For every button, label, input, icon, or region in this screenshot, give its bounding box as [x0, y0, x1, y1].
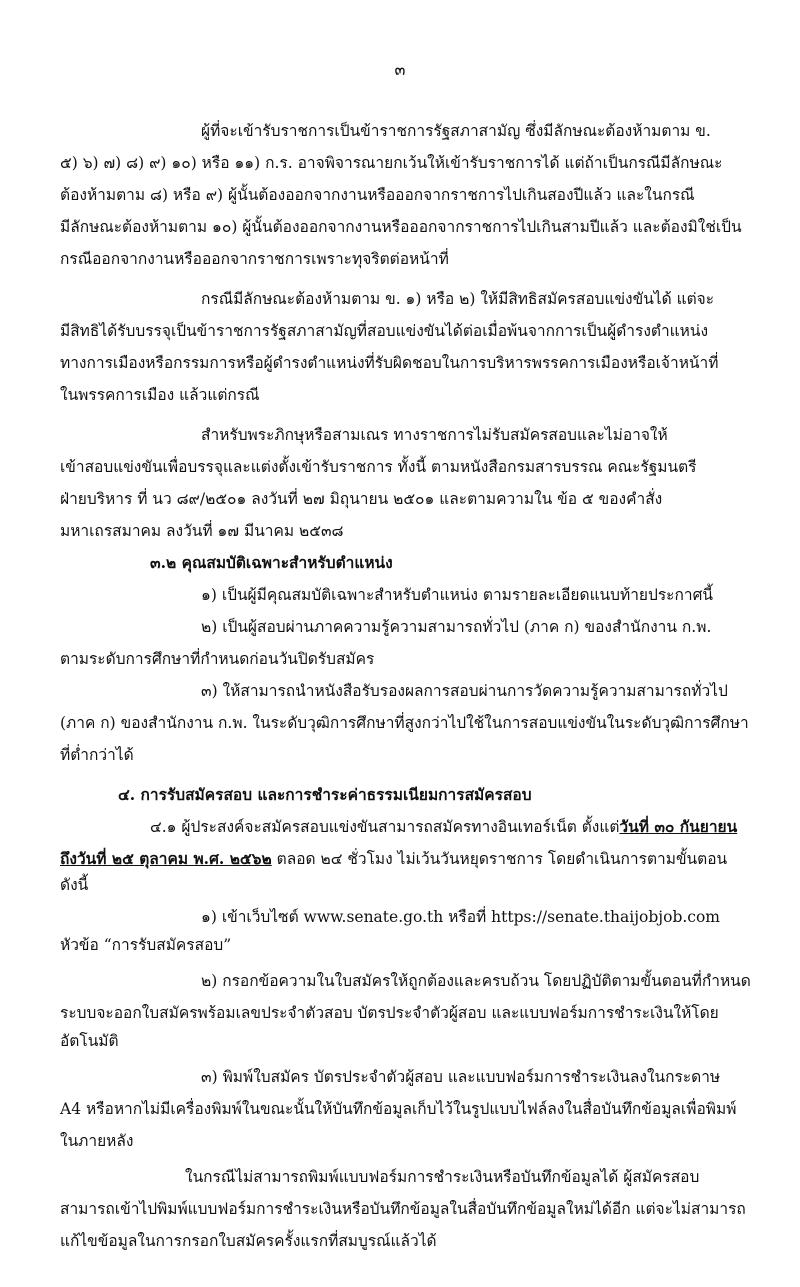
step-2-line-3: อัตโนมัติ: [60, 1032, 119, 1050]
p3-line-3: ฝ่ายบริหาร ที่ นว ๘๙/๒๕๐๑ ลงวันที่ ๒๗ มิถุนายน ๒๕๐๑ และตามความใน ข้อ ๕ ของคำสั่ง: [60, 490, 663, 508]
p1-line-2: ๕) ๖) ๗) ๘) ๙) ๑๐) หรือ ๑๑) ก.ร. อาจพิจารณายกเว้นให้เข้ารับราชการได้ แต่ถ้าเป็นกรณีมีลักษณะ: [60, 154, 723, 172]
qualification-2-line-2: ตามระดับการศึกษาที่กำหนดก่อนวันปิดรับสมัคร: [60, 650, 375, 668]
step-2-line-1: ๒) กรอกข้อความในใบสมัครให้ถูกต้องและครบถ้วน โดยปฏิบัติตามขั้นตอนที่กำหนด: [201, 972, 751, 990]
step-3-line-1: ๓) พิมพ์ใบสมัคร บัตรประจำตัวผู้สอบ และแบบฟอร์มการชำระเงินลงในกระดาษ: [201, 1068, 721, 1086]
step-3-line-3: ในภายหลัง: [60, 1132, 134, 1150]
p1-line-4: มีลักษณะต้องห้ามตาม ๑๐) ผู้นั้นต้องออกจากงานหรือออกจากราชการไปเกินสามปีแล้ว และต้องมิใช่เป็น: [60, 218, 742, 236]
qualification-3-line-2: (ภาค ก) ของสำนักงาน ก.พ. ในระดับวุฒิการศึกษาที่สูงกว่าไปใช้ในการสอบแข่งขันในระดับวุฒิการศึกษา: [60, 714, 749, 732]
p3-line-1: สำหรับพระภิกษุหรือสามเณร ทางราชการไม่รับสมัครสอบและไม่อาจให้: [201, 426, 668, 444]
note-line-2: สามารถเข้าไปพิมพ์แบบฟอร์มการชำระเงินหรือบันทึกข้อมูลในสื่อบันทึกข้อมูลใหม่ได้อีก แต่จะไม่สามารถ: [60, 1200, 746, 1218]
page-number: ๓: [394, 60, 406, 79]
s41-line-3: ดังนี้: [60, 876, 89, 894]
p1-line-5: กรณีออกจากงานหรือออกจากราชการเพราะทุจริตต่อหน้าที่: [60, 250, 449, 268]
p2-line-4: ในพรรคการเมือง แล้วแต่กรณี: [60, 386, 260, 404]
qualification-3-line-1: ๓) ให้สามารถนำหนังสือรับรองผลการสอบผ่านการวัดความรู้ความสามารถทั่วไป: [201, 682, 728, 700]
step-1-line-2: หัวข้อ “การรับสมัครสอบ”: [60, 936, 232, 954]
section-heading-3-2: ๓.๒ คุณสมบัติเฉพาะสำหรับตำแหน่ง: [150, 553, 393, 572]
s41-line-2: [60, 846, 727, 872]
qualification-3-line-3: ที่ต่ำกว่าได้: [60, 746, 134, 764]
note-line-1: ในกรณีไม่สามารถพิมพ์แบบฟอร์มการชำระเงินหรือบันทึกข้อมูลได้ ผู้สมัครสอบ: [185, 1168, 700, 1186]
p3-line-4: มหาเถรสมาคม ลงวันที่ ๑๗ มีนาคม ๒๕๓๘: [60, 522, 344, 540]
p2-line-3: ทางการเมืองหรือกรรมการหรือผู้ดำรงตำแหน่งที่รับผิดชอบในการบริหารพรรคการเมืองหรือเจ้าหน้าที่: [60, 354, 719, 372]
s41-text-a: ๔.๑ ผู้ประสงค์จะสมัครสอบแข่งขันสามารถสมัครทางอินเทอร์เน็ต ตั้งแต่: [150, 818, 620, 836]
p2-line-2: มีสิทธิได้รับบรรจุเป็นข้าราชการรัฐสภาสามัญที่สอบแข่งขันได้ต่อเมื่อพ้นจากการเป็นผู้ดำรงตำแหน่ง: [60, 322, 709, 340]
step-1-line-1: ๑) เข้าเว็บไซต์ www.senate.go.th หรือที่ https://senate.thaijobjob.com: [201, 908, 721, 926]
step-3-line-2: A4 หรือหากไม่มีเครื่องพิมพ์ในขณะนั้นให้บันทึกข้อมูลเก็บไว้ในรูปแบบไฟล์ลงในสื่อบันทึกข้อมูลเพื่อพิมพ์: [60, 1100, 737, 1118]
p1-line-1: ผู้ที่จะเข้ารับราชการเป็นข้าราชการรัฐสภาสามัญ ซึ่งมีลักษณะต้องห้ามตาม ข.: [201, 122, 711, 140]
s41-date-end: ถึงวันที่ ๒๕ ตุลาคม พ.ศ. ๒๕๖๒: [60, 849, 272, 868]
p3-line-2: เข้าสอบแข่งขันเพื่อบรรจุและแต่งตั้งเข้ารับราชการ ทั้งนี้ ตามหนังสือกรมสารบรรณ คณะรัฐมนตรี: [60, 458, 697, 476]
p1-line-3: ต้องห้ามตาม ๘) หรือ ๙) ผู้นั้นต้องออกจากงานหรือออกจากราชการไปเกินสองปีแล้ว และในกรณี: [60, 186, 695, 204]
step-2-line-2: ระบบจะออกใบสมัครพร้อมเลขประจำตัวสอบ บัตรประจำตัวผู้สอบ และแบบฟอร์มการชำระเงินให้โดย: [60, 1004, 719, 1022]
qualification-1: ๑) เป็นผู้มีคุณสมบัติเฉพาะสำหรับตำแหน่ง ตามรายละเอียดแนบท้ายประกาศนี้: [201, 586, 714, 604]
section-heading-4: ๔. การรับสมัครสอบ และการชำระค่าธรรมเนียมการสมัครสอบ: [118, 785, 532, 804]
qualification-2-line-1: ๒) เป็นผู้สอบผ่านภาคความรู้ความสามารถทั่วไป (ภาค ก) ของสำนักงาน ก.พ.: [201, 618, 712, 636]
s41-line-1: [150, 814, 737, 840]
s41-date-start: วันที่ ๓๐ กันยายน: [619, 817, 738, 836]
s41-text-d: ตลอด ๒๔ ชั่วโมง ไม่เว้นวันหยุดราชการ โดยดำเนินการตามขั้นตอน: [271, 850, 728, 868]
note-line-3: แก้ไขข้อมูลในการกรอกใบสมัครครั้งแรกที่สมบูรณ์แล้วได้: [60, 1232, 437, 1250]
p2-line-1: กรณีมีลักษณะต้องห้ามตาม ข. ๑) หรือ ๒) ให้มีสิทธิสมัครสอบแข่งขันได้ แต่จะ: [201, 290, 715, 308]
